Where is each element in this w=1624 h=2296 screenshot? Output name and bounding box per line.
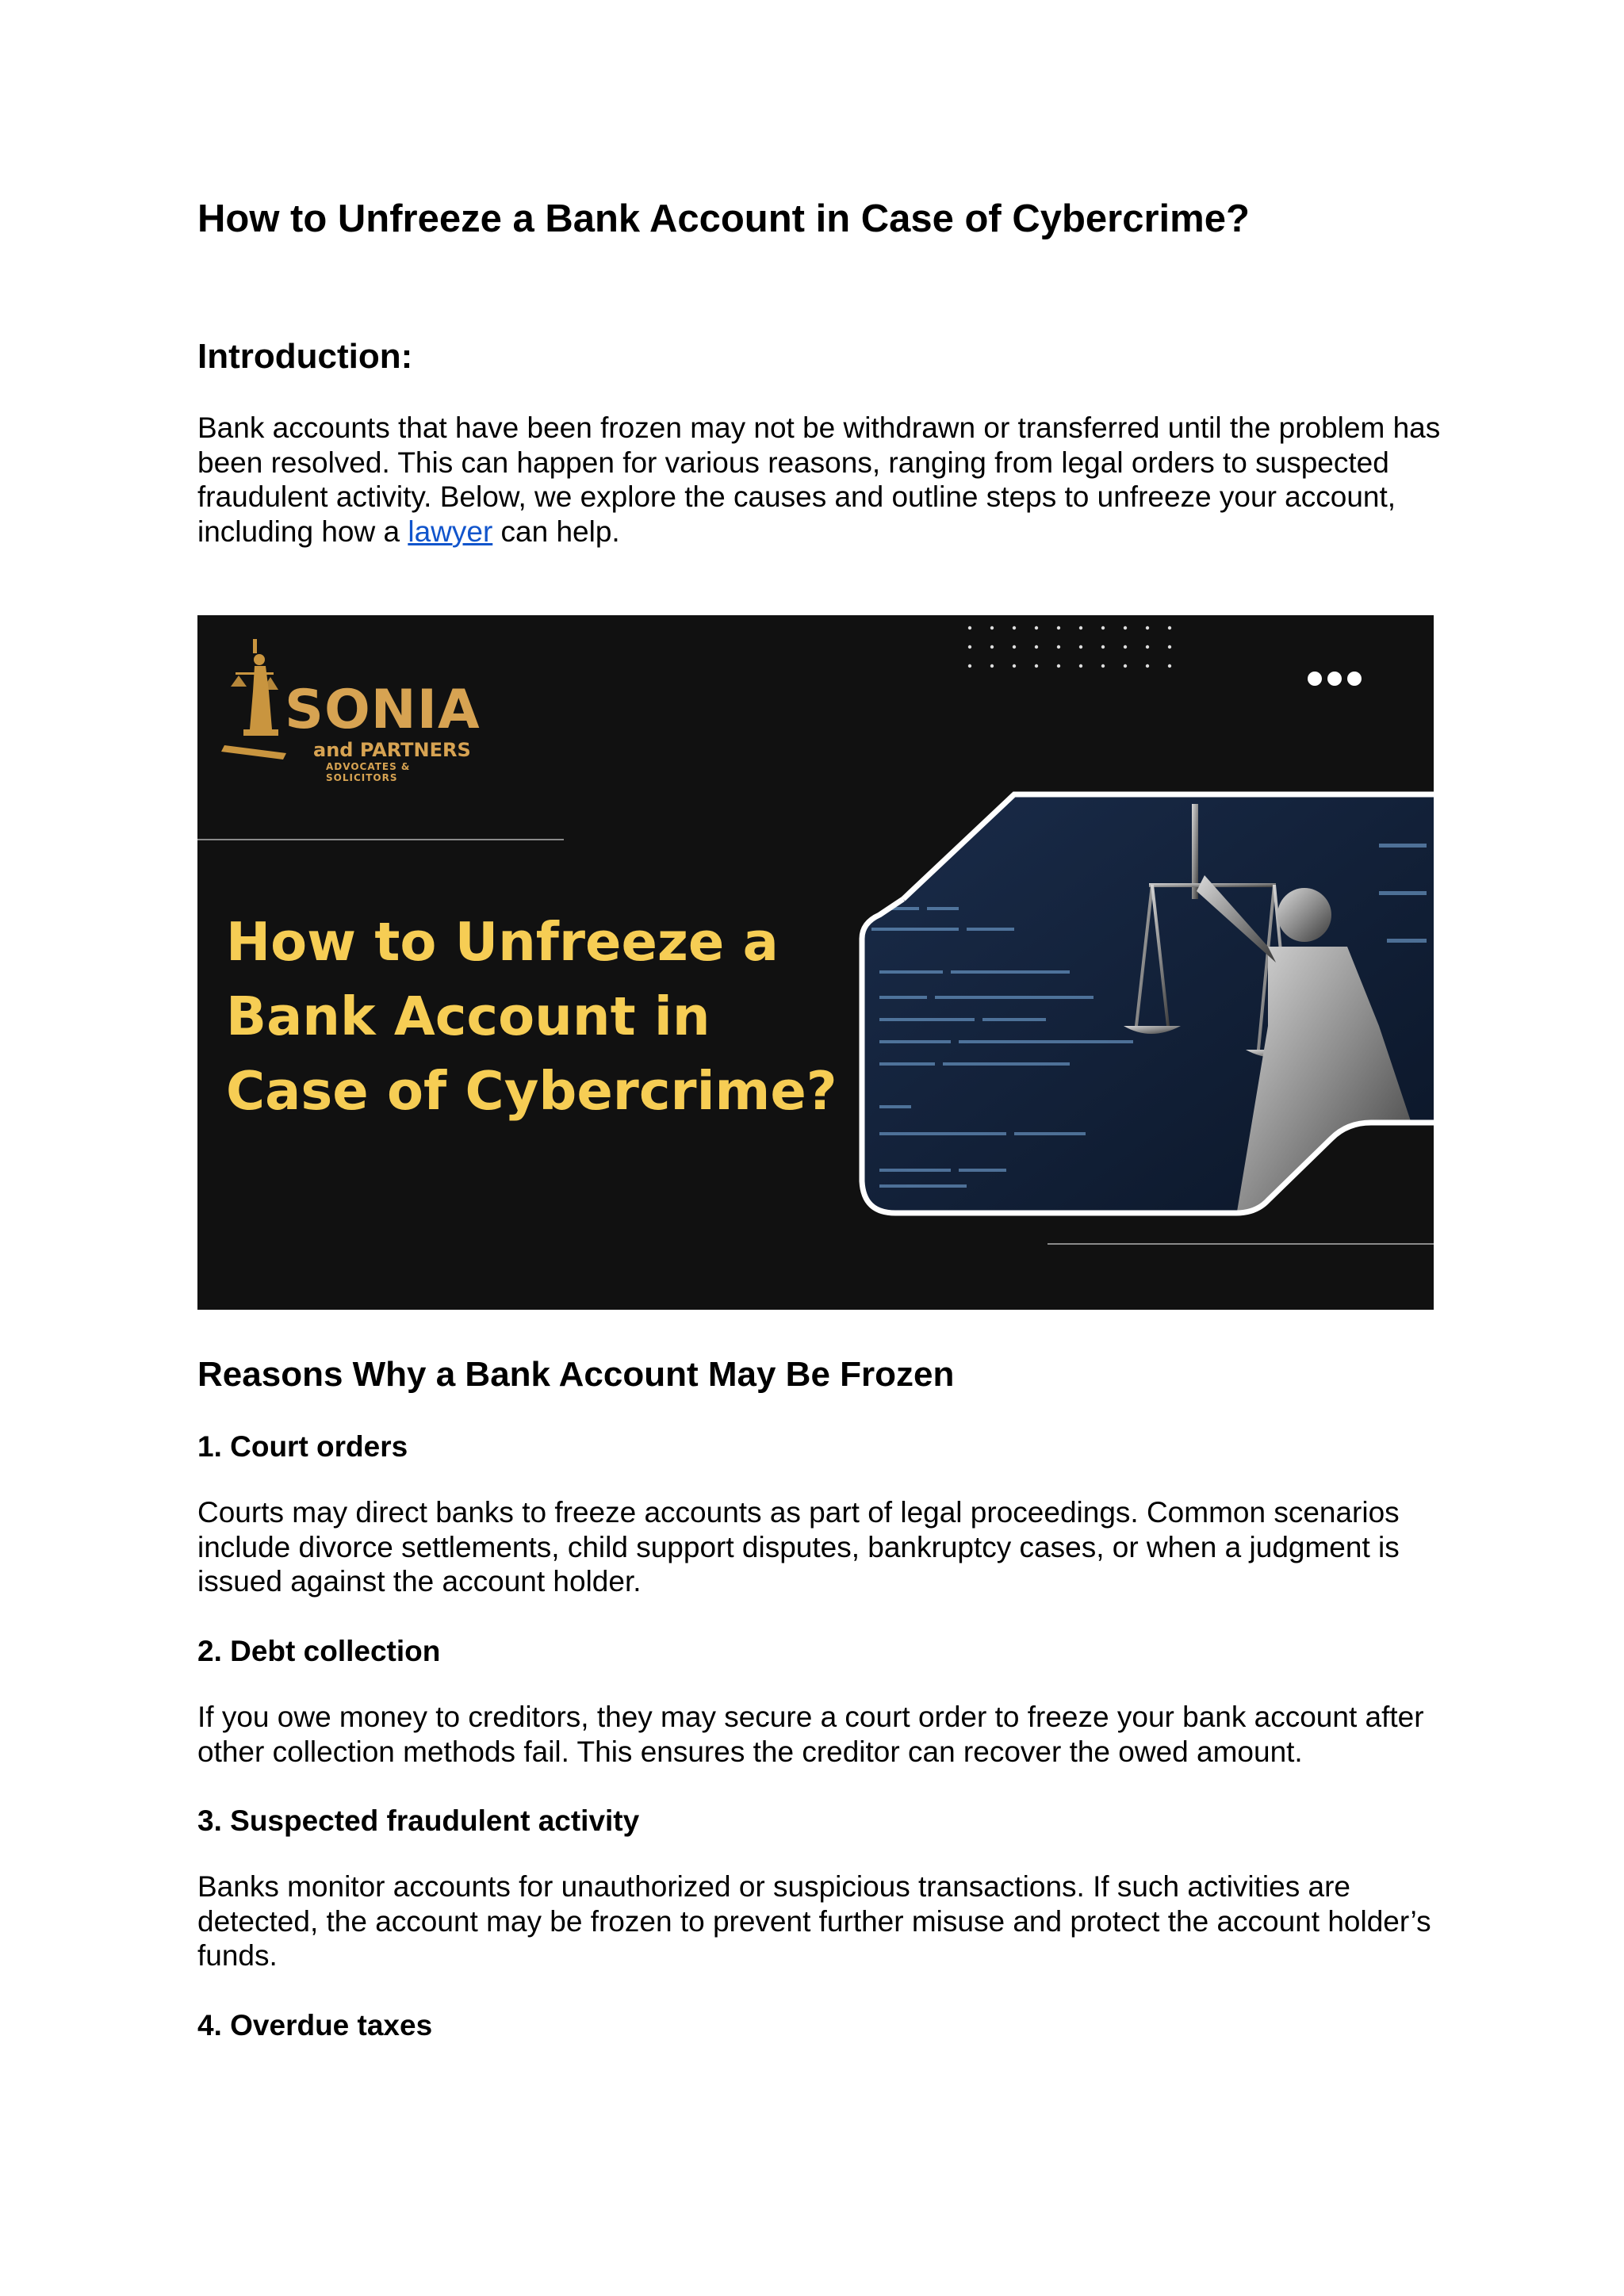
decorative-dot-grid: [965, 623, 1179, 671]
reason-2-title: 2. Debt collection: [197, 1635, 441, 1667]
reason-3-text: Banks monitor accounts for unauthorized or suspicious transactions. If such activities are detected, the account may be frozen to prevent further misuse and protect the account holder’s funds.: [197, 1870, 1431, 1972]
intro-text-before-link: Bank accounts that have been frozen may not be withdrawn or transferred until the problem has been resolved. This can happen for various reasons, ranging from legal orders to suspected fraudulent activity. Below, we explore the causes and outline steps to unfreeze your account, including how a: [197, 411, 1441, 548]
reason-1-title: 1. Court orders: [197, 1430, 408, 1463]
lady-justice-logo-icon: [220, 634, 291, 769]
banner-title: [226, 905, 845, 1128]
document-title: How to Unfreeze a Bank Account in Case of Cybercrime?: [197, 197, 1250, 240]
lady-justice-code-photo: [856, 788, 1434, 1216]
intro-paragraph: [197, 411, 1442, 549]
reason-1-text: Courts may direct banks to freeze accounts as part of legal proceedings. Common scenarios include divorce settlements, child support disputes, bankruptcy cases, or when a judgment is issued against the account holder.: [197, 1496, 1400, 1598]
intro-heading: Introduction:: [197, 337, 413, 376]
article-banner-image: [197, 615, 1434, 1310]
banner-title-line-1: How to Unfreeze a: [226, 911, 779, 973]
sonia-partners-logo: [220, 634, 481, 783]
reason-2-text: If you owe money to creditors, they may secure a court order to freeze your bank account after other collection methods fail. This ensures the creditor can recover the owed amount.: [197, 1701, 1424, 1768]
lawyer-link[interactable]: lawyer: [408, 515, 493, 548]
banner-title-line-2: Bank Account in: [226, 985, 710, 1047]
intro-text-after-link: can help.: [492, 515, 620, 548]
banner-title-line-3: Case of Cybercrime?: [226, 1060, 837, 1122]
banner-divider-left: [197, 839, 564, 840]
more-dots-icon: [1306, 669, 1363, 688]
banner-divider-right: [1048, 1243, 1434, 1245]
logo-name: SONIA: [285, 679, 481, 741]
reason-3-title: 3. Suspected fraudulent activity: [197, 1804, 640, 1837]
reasons-heading: Reasons Why a Bank Account May Be Frozen: [197, 1355, 955, 1394]
logo-tagline: ADVOCATES & SOLICITORS: [326, 761, 411, 783]
logo-subtitle: and PARTNERS: [313, 739, 471, 761]
reason-4-title: 4. Overdue taxes: [197, 2009, 433, 2042]
